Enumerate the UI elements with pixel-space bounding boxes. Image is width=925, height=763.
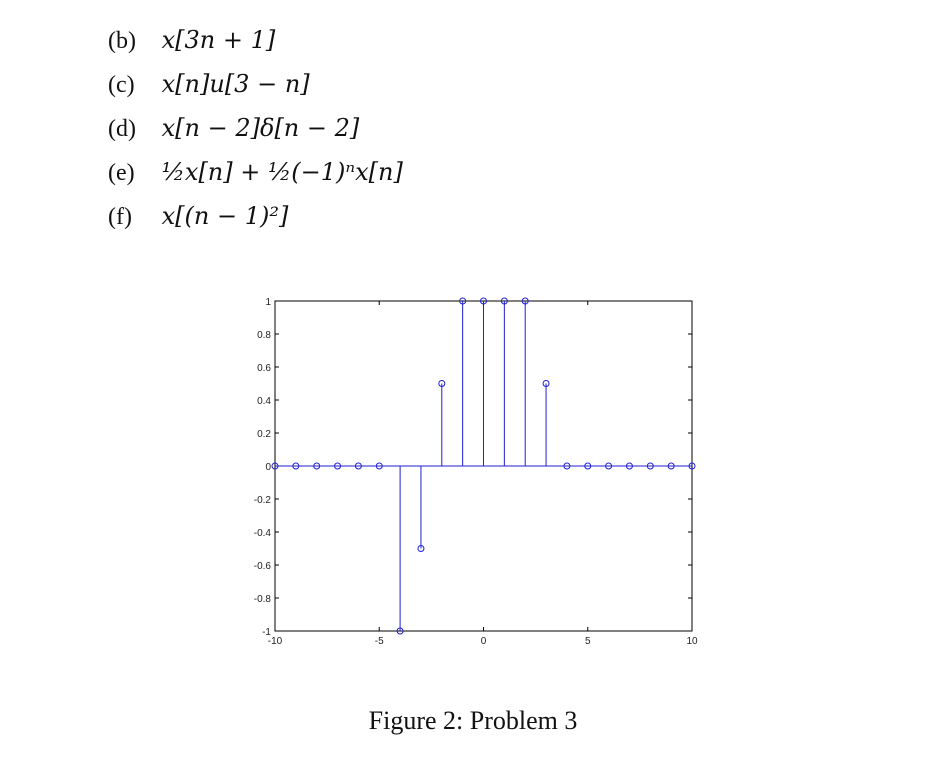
y-tick-label: -0.4 [253, 528, 271, 539]
y-tick-label: 0 [265, 462, 271, 473]
x-tick-label: -5 [374, 636, 384, 647]
problem-expression: x[n]u[3 − n] [161, 70, 310, 98]
problem-c [108, 62, 403, 106]
stem-plot [230, 285, 710, 655]
y-tick-label: -1 [262, 627, 271, 638]
y-tick-label: 1 [265, 297, 271, 308]
figure-caption: Figure 2: Problem 3 [368, 706, 578, 735]
problem-label: (e) [108, 160, 135, 186]
problem-e [108, 150, 403, 194]
y-tick-label: 0.8 [257, 330, 271, 341]
problem-f [108, 194, 403, 238]
y-tick-label: -0.2 [253, 495, 271, 506]
problem-label: (c) [108, 72, 135, 98]
problem-expression: x[(n − 1)²] [161, 202, 289, 230]
y-tick-label: -0.8 [253, 594, 271, 605]
problem-label: (b) [108, 28, 136, 54]
y-tick-label: 0.4 [257, 396, 271, 407]
problem-list [108, 18, 403, 238]
problem-expression: x[n − 2]δ[n − 2] [161, 114, 360, 142]
x-tick-label: 5 [584, 636, 591, 647]
problem-label: (d) [108, 116, 136, 142]
y-tick-label: 0.2 [257, 429, 271, 440]
problem-expression: x[3n + 1] [161, 26, 276, 54]
problem-label: (f) [108, 204, 132, 230]
x-tick-label: -10 [267, 636, 283, 647]
y-tick-label: 0.6 [257, 363, 271, 374]
y-tick-label: -0.6 [253, 561, 271, 572]
problem-expression: ½x[n] + ½(−1)ⁿx[n] [161, 158, 403, 186]
problem-b [108, 18, 403, 62]
x-tick-label: 0 [480, 636, 487, 647]
problem-d [108, 106, 403, 150]
x-tick-label: 10 [686, 636, 698, 647]
